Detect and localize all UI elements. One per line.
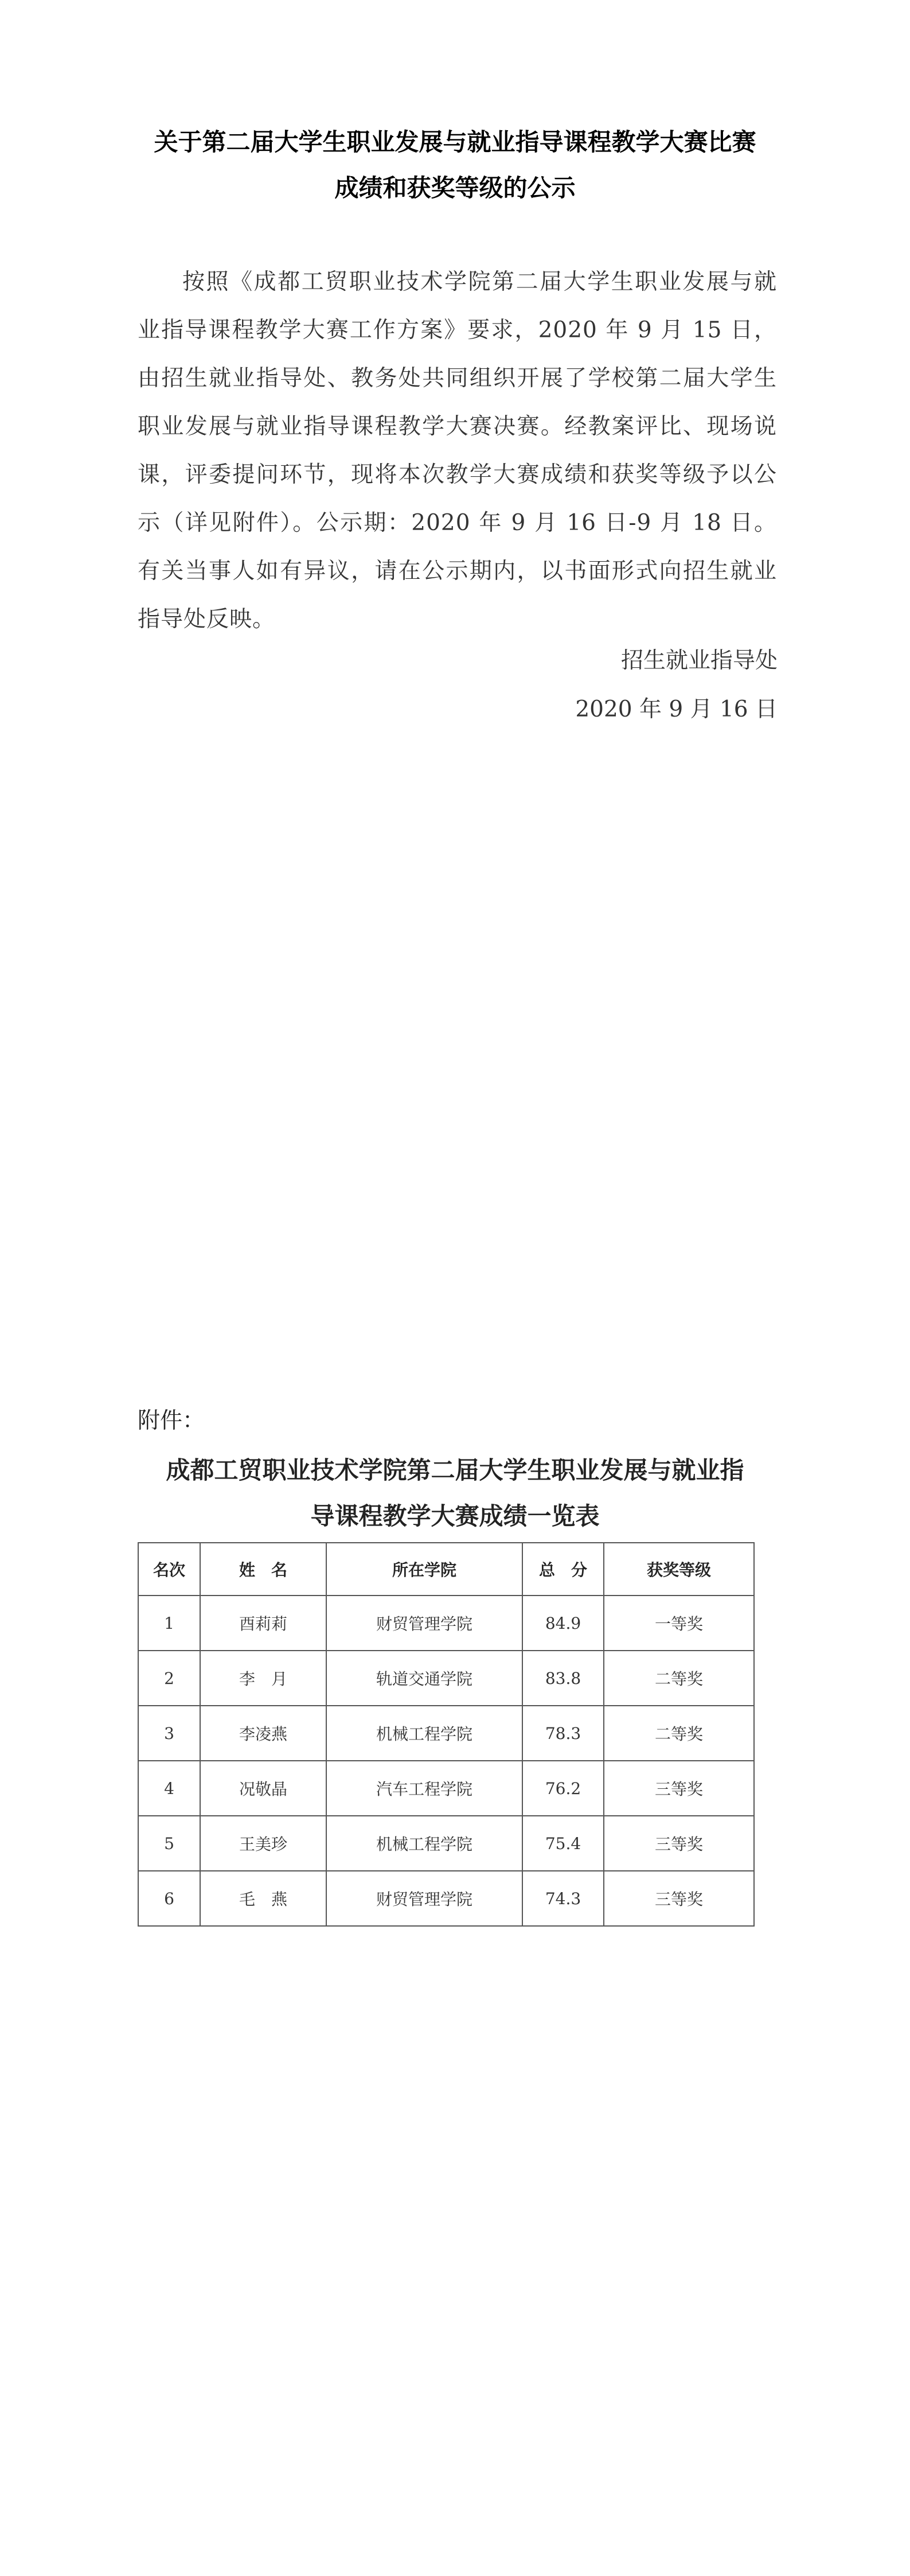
cell-name: 李凌燕 [200, 1706, 326, 1761]
signature-org: 招生就业指导处 [620, 648, 778, 674]
notice-title-line2: 成绩和获奖等级的公示 [334, 174, 576, 202]
cell-rank: 4 [138, 1761, 200, 1816]
table-header-row [138, 1543, 754, 1596]
cell-college: 财贸管理学院 [326, 1596, 522, 1651]
attachment-label: 附件： [138, 1408, 205, 1434]
table-row [138, 1651, 754, 1706]
cell-rank: 3 [138, 1706, 200, 1761]
cell-score: 75.4 [522, 1816, 604, 1871]
cell-name: 王美珍 [200, 1816, 326, 1871]
results-table [138, 1542, 755, 1927]
notice-body: 按照《成都工贸职业技术学院第二届大学生职业发展与就业指导课程教学大赛工作方案》要求，2020 年 9 月 15 日，由招生就业指导处、教务处共同组织开展了学校第二届大学生职业发展与就业指导课程教学大赛决赛。经教案评比、现场说课，评委提问环节，现将本次教学大赛成绩和获奖等级予以公示（详见附件）。公示期：2020 年 9 月 16 日-9 月 18 日。有关当事人如有异议，请在公示期内，以书面形式向招生就业指导处反映。 [138, 269, 777, 632]
table-title-line2: 导课程教学大赛成绩一览表 [310, 1502, 600, 1530]
cell-score: 83.8 [522, 1651, 604, 1706]
cell-college: 机械工程学院 [326, 1706, 522, 1761]
table-row [138, 1871, 754, 1926]
table-row [138, 1706, 754, 1761]
cell-score: 76.2 [522, 1761, 604, 1816]
cell-score: 74.3 [522, 1871, 604, 1926]
cell-college: 财贸管理学院 [326, 1871, 522, 1926]
cell-award: 二等奖 [604, 1651, 754, 1706]
header-name: 姓 名 [200, 1543, 326, 1596]
cell-name: 况敬晶 [200, 1761, 326, 1816]
cell-name: 李 月 [200, 1651, 326, 1706]
header-college: 所在学院 [326, 1543, 522, 1596]
signature-date: 2020 年 9 月 16 日 [575, 696, 778, 722]
cell-college: 汽车工程学院 [326, 1761, 522, 1816]
cell-name: 毛 燕 [200, 1871, 326, 1926]
cell-award: 一等奖 [604, 1596, 754, 1651]
header-award: 获奖等级 [604, 1543, 754, 1596]
header-score: 总 分 [522, 1543, 604, 1596]
cell-award: 二等奖 [604, 1706, 754, 1761]
table-row [138, 1761, 754, 1816]
cell-rank: 5 [138, 1816, 200, 1871]
header-rank: 名次 [138, 1543, 200, 1596]
cell-award: 三等奖 [604, 1871, 754, 1926]
table-row [138, 1816, 754, 1871]
table-row [138, 1596, 754, 1651]
cell-score: 78.3 [522, 1706, 604, 1761]
cell-rank: 1 [138, 1596, 200, 1651]
cell-name: 酉莉莉 [200, 1596, 326, 1651]
cell-score: 84.9 [522, 1596, 604, 1651]
cell-rank: 2 [138, 1651, 200, 1706]
cell-rank: 6 [138, 1871, 200, 1926]
cell-college: 轨道交通学院 [326, 1651, 522, 1706]
notice-title-line1: 关于第二届大学生职业发展与就业指导课程教学大赛比赛 [154, 128, 756, 156]
cell-award: 三等奖 [604, 1761, 754, 1816]
table-title-line1: 成都工贸职业技术学院第二届大学生职业发展与就业指 [166, 1456, 744, 1484]
cell-college: 机械工程学院 [326, 1816, 522, 1871]
cell-award: 三等奖 [604, 1816, 754, 1871]
